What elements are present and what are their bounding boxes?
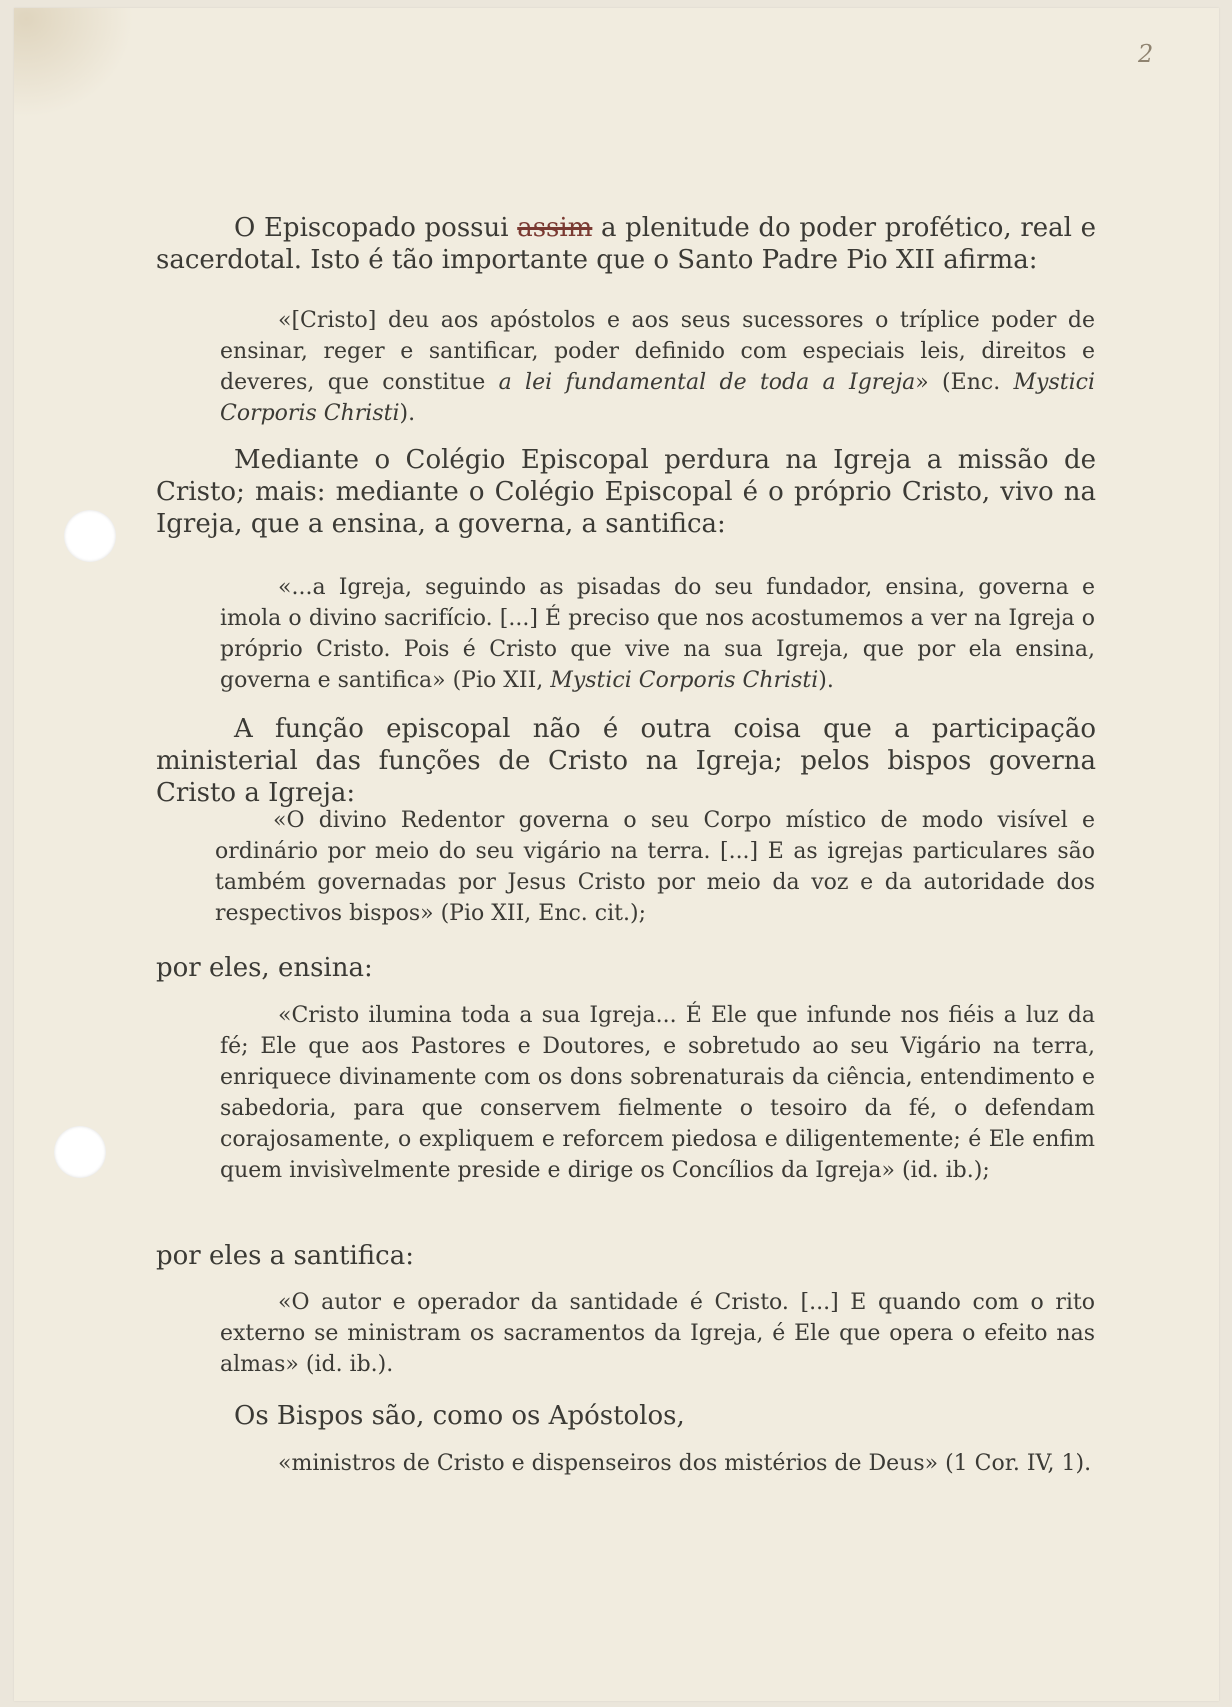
- punch-hole-bottom: [54, 1126, 106, 1178]
- paragraph-por-eles-ensina: por eles, ensina:: [156, 953, 373, 983]
- paragraph-episcopado: [156, 212, 1096, 276]
- quote-cristo-apostolos: [220, 305, 1095, 429]
- quote-autor-santidade: «O autor e operador da santidade é Cristo. [...] E quando com o rito externo se ministram os sacramentos da Igreja, é Ele que opera o efeito nas almas» (id. ib.).: [220, 1290, 1095, 1377]
- quote-citation-title: Mystici Corporis Christi: [550, 668, 819, 693]
- punch-hole-top: [64, 510, 116, 562]
- page-number: 2: [1138, 40, 1154, 68]
- quote-igreja-fundador: [220, 572, 1095, 696]
- struck-word: assim: [517, 213, 593, 243]
- quote-text: ).: [399, 401, 416, 426]
- quote-text: » (Enc.: [915, 370, 1014, 395]
- paragraph-bispos-apostolos: Os Bispos são, como os Apóstolos,: [234, 1401, 685, 1431]
- quote-emphasis: a lei fundamental de toda a Igreja: [498, 370, 916, 395]
- quote-ministros-de-cristo: «ministros de Cristo e dispenseiros dos mistérios de Deus» (1 Cor. IV, 1).: [278, 1451, 1092, 1476]
- paragraph-funcao-episcopal: A função episcopal não é outra coisa que a participação ministerial das funções de Cristo na Igreja; pelos bispos governa Cristo a Igreja:: [156, 714, 1096, 808]
- quote-cristo-ilumina: «Cristo ilumina toda a sua Igreja... É Ele que infunde nos fiéis a luz da fé; Ele que aos Pastores e Doutores, e sobretudo ao seu Vigário na terra, enriquece divinamente com os dons sobrenaturais da ciência, entendimento e sabedoria, para que conservem fielmente o tesoiro da fé, o defendam corajosamente, o expliquem e reforcem piedosa e diligentemente; é Ele enfim quem invisìvelmente preside e dirige os Concílios da Igreja» (id. ib.);: [220, 1003, 1095, 1183]
- paper-stain: [14, 8, 134, 118]
- quote-divino-redentor: «O divino Redentor governa o seu Corpo místico de modo visível e ordinário por meio do seu vigário na terra. [...] E as igrejas particulares são também governadas por Jesus Cristo por meio da voz e da autoridade dos respectivos bispos» (Pio XII, Enc. cit.);: [215, 808, 1095, 926]
- paragraph-por-eles-santifica: por eles a santifica:: [156, 1241, 414, 1271]
- paragraph-colegio-episcopal: Mediante o Colégio Episcopal perdura na Igreja a missão de Cristo; mais: mediante o Colégio Episcopal é o próprio Cristo, vivo na Igreja, que a ensina, a governa, a santifica:: [156, 445, 1096, 539]
- paragraph-text: O Episcopado possui: [234, 213, 518, 243]
- quote-citation-title: Mystici Corporis Christi: [220, 370, 1096, 426]
- quote-text: ).: [818, 668, 834, 693]
- quote-text: «...a Igreja, seguindo as pisadas do seu fundador, ensina, governa e imola o divino sacrifício. [...] É preciso que nos acostumemos a ver na Igreja o próprio Cristo. Pois é Cristo que vive na sua Igreja, que por ela ensina, governa e santifica» (Pio XII,: [220, 575, 1095, 693]
- paragraph-text: a plenitude do poder profético, real e sacerdotal. Isto é tão importante que o Santo Padre Pio XII afirma:: [156, 213, 1096, 275]
- quote-text: «[Cristo] deu aos apóstolos e aos seus sucessores o tríplice poder de ensinar, reger e santificar, poder definido com especiais leis, direitos e deveres, que constitue: [220, 308, 1095, 395]
